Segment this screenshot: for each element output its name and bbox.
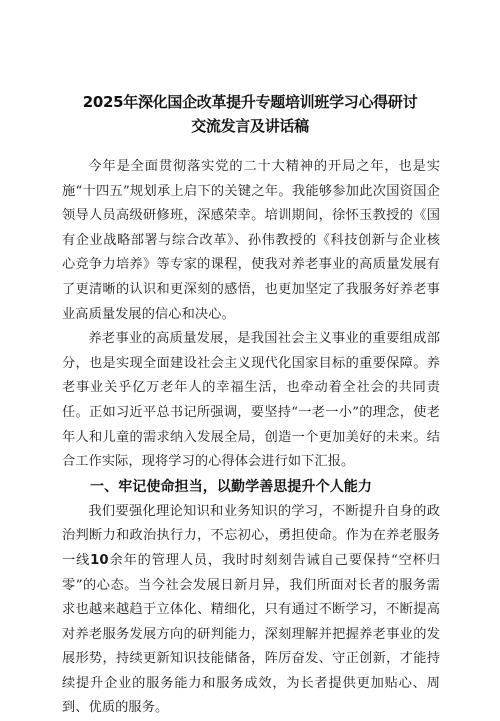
- paragraph-2: 养老事业的高质量发展，是我国社会主义事业的重要组成部分，也是实现全面建设社会主义现代化国家目标的重要保障。养老事业关乎亿万老年人的幸福生活，也牵动着全社会的共同责任。正如习近平总书记所强调，要坚持“一老一小”的理念，使老年人和儿童的需求纳入发展全局，创造一个更加美好的未来。结合工作实际，现将学习的心得体会进行如下汇报。: [62, 331, 440, 470]
- section-heading-1: 一、牢记使命担当，以勤学善思提升个人能力: [90, 478, 372, 495]
- paragraph-3-text-b: 余年的管理人员，我时时刻刻告诫自己要保持“空杯归零”的心态。当今社会发展日新月异，我们所面对长者的服务需求也越来越趋于立体化、精细化，只有通过不断学习，不断提高对养老服务发展方向的研判能力，深刻理解并把握养老事业的发展形势，持续更新知识技能储备，阵厉奋发、守正创新，才能持续提升企业的服务能力和服务成效，为长者提供更加贴心、周到、优质的服务。: [62, 552, 441, 716]
- paragraph-3-text-a: 我们要强化理论知识和业务知识的学习，不断提升自身的政治判断力和政治执行力，不忘初心，勇担使命。作为在养老服务一线: [62, 503, 440, 568]
- paragraph-3: [62, 500, 440, 721]
- document-body: [62, 155, 440, 721]
- paragraph-3-number: 10: [90, 552, 109, 568]
- paragraph-1: 今年是全面贯彻落实党的二十大精神的开局之年，也是实施“十四五”规划承上启下的关键之年。我能够参加此次国资国企领导人员高级研修班，深感荣幸。培训期间，徐怀玉教授的《国有企业战略部署与综合改革》、孙伟教授的《科技创新与企业核心竞争力培养》等专家的课程，使我对养老事业的高质量发展有了更清晰的认识和更深刻的感悟，也更加坚定了我服务好养老事业高质量发展的信心和决心。: [62, 159, 440, 322]
- document-title: 2025年深化国企改革提升专题培训班学习心得研讨交流发言及讲话稿: [82, 93, 418, 135]
